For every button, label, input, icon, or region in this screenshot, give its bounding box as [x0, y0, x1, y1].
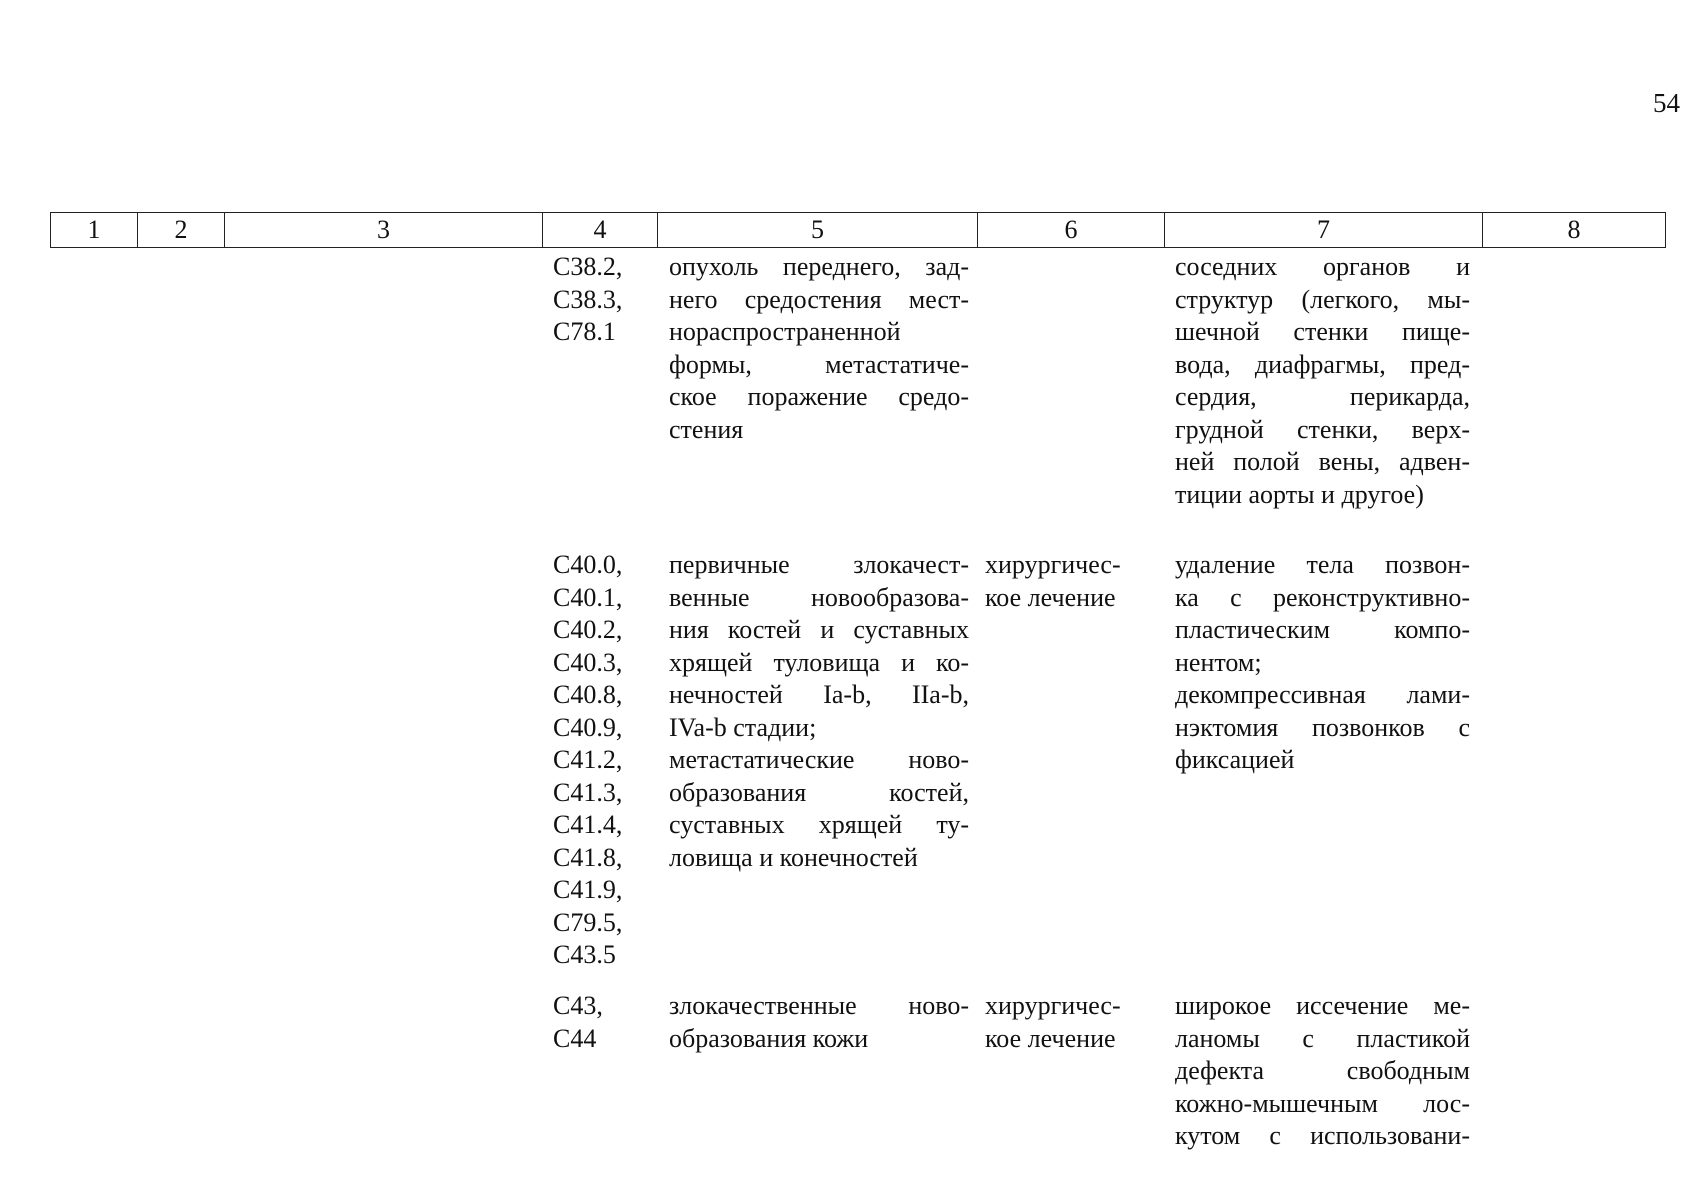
method-line: грудной стенки, верх-: [1175, 414, 1470, 444]
method-line: кожно-мышечным лос-: [1175, 1088, 1470, 1118]
code-line: C40.8,: [553, 680, 623, 709]
code-line: C40.3,: [553, 647, 623, 677]
diagnosis-line: него средостения мест-: [669, 284, 969, 314]
diagnosis-line: образования костей,: [669, 777, 969, 807]
method-line: ка с реконструктивно-: [1175, 582, 1470, 612]
method-line: тиции аорты и другое): [1175, 479, 1424, 509]
method-line: кутом с использовани-: [1175, 1121, 1470, 1150]
treatment-line: хирургичес-: [985, 550, 1121, 579]
method-line: пластическим компо-: [1175, 615, 1470, 644]
method-line: шечной стенки пище-: [1175, 317, 1470, 346]
method-line: удаление тела позвон-: [1175, 550, 1470, 579]
method-line: структур (легкого, мы-: [1175, 284, 1470, 314]
row1-treatment-method: [1175, 251, 1470, 511]
diagnosis-line: формы, метастатиче-: [669, 349, 969, 379]
code-line: C40.1,: [553, 582, 623, 612]
diagnosis-line: ское поражение средо-: [669, 382, 969, 411]
diagnosis-line: нечностей Ia-b, IIa-b,: [669, 680, 969, 709]
method-line: дефекта свободным: [1175, 1056, 1470, 1085]
diagnosis-line: нораспространенной: [669, 317, 901, 346]
code-line: C38.2,: [553, 252, 623, 281]
diagnosis-line: опухоль переднего, зад-: [669, 252, 969, 281]
code-line: C41.2,: [553, 745, 623, 774]
code-line: C43,: [553, 991, 603, 1020]
row2-icd-codes: [553, 549, 645, 972]
code-line: C43.5: [553, 940, 616, 969]
column-5-number: 5: [658, 213, 978, 248]
diagnosis-line: метастатические ново-: [669, 745, 969, 774]
row1-diagnosis: [669, 251, 969, 446]
code-line: C40.2,: [553, 615, 623, 644]
diagnosis-line: IVa-b стадии;: [669, 712, 817, 742]
code-line: C44: [553, 1023, 597, 1053]
column-3-number: 3: [225, 213, 543, 248]
column-2-number: 2: [138, 213, 225, 248]
column-6-number: 6: [978, 213, 1165, 248]
row3-icd-codes: [553, 990, 645, 1055]
treatment-line: кое лечение: [985, 582, 1116, 612]
row3-diagnosis: [669, 990, 969, 1055]
column-number-header: [50, 212, 1666, 248]
method-line: ней полой вены, адвен-: [1175, 447, 1470, 476]
treatment-line: кое лечение: [985, 1023, 1116, 1053]
method-line: сердия, перикарда,: [1175, 382, 1470, 411]
diagnosis-line: стения: [669, 414, 744, 444]
diagnosis-line: образования кожи: [669, 1023, 869, 1053]
method-line: декомпрессивная лами-: [1175, 680, 1470, 709]
diagnosis-line: первичные злокачест-: [669, 550, 969, 579]
code-line: C41.3,: [553, 777, 623, 807]
method-line: нэктомия позвонков с: [1175, 712, 1470, 742]
column-8-number: 8: [1483, 213, 1666, 248]
method-line: соседних органов и: [1175, 252, 1470, 281]
column-1-number: 1: [51, 213, 138, 248]
code-line: C78.1: [553, 317, 616, 346]
method-line: вода, диафрагмы, пред-: [1175, 349, 1470, 379]
method-line: ланомы с пластикой: [1175, 1023, 1470, 1053]
code-line: C79.5,: [553, 907, 623, 937]
diagnosis-line: злокачественные ново-: [669, 991, 969, 1020]
diagnosis-line: ния костей и суставных: [669, 615, 969, 644]
code-line: C40.9,: [553, 712, 623, 742]
code-line: C38.3,: [553, 284, 623, 314]
method-line: фиксацией: [1175, 745, 1295, 774]
diagnosis-line: суставных хрящей ту-: [669, 810, 969, 839]
diagnosis-line: хрящей туловища и ко-: [669, 647, 969, 677]
diagnosis-line: венные новообразова-: [669, 582, 969, 612]
code-line: C41.9,: [553, 875, 623, 904]
method-line: нентом;: [1175, 647, 1262, 677]
code-line: C41.8,: [553, 842, 623, 872]
row1-icd-codes: [553, 251, 645, 349]
code-line: C41.4,: [553, 810, 623, 839]
code-line: C40.0,: [553, 550, 623, 579]
treatment-line: хирургичес-: [985, 991, 1121, 1020]
row3-treatment-type: [985, 990, 1145, 1055]
row2-diagnosis: [669, 549, 969, 874]
method-line: широкое иссечение ме-: [1175, 991, 1470, 1020]
column-4-number: 4: [543, 213, 658, 248]
column-7-number: 7: [1165, 213, 1483, 248]
diagnosis-line: ловища и конечностей: [669, 842, 918, 872]
row2-treatment-method: [1175, 549, 1470, 777]
row2-treatment-type: [985, 549, 1145, 614]
row3-treatment-method: [1175, 990, 1470, 1153]
page-number: 54: [1653, 88, 1680, 118]
